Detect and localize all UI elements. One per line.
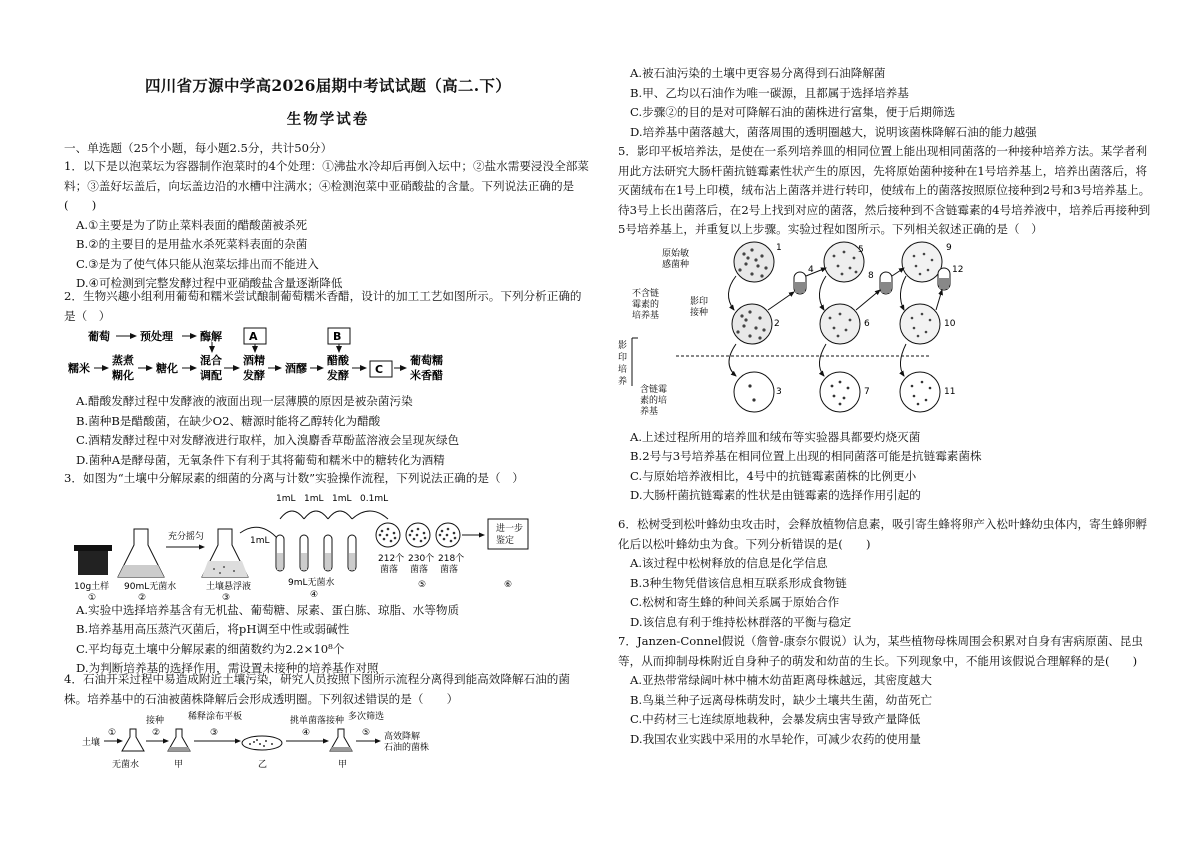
label-colony-3: 菌落 <box>440 564 459 575</box>
step-4: ④ <box>302 728 311 738</box>
oil-degrading-flow-diagram <box>64 709 592 771</box>
question-5 <box>618 142 1154 506</box>
label-nostrep3: 培养基 <box>632 310 660 321</box>
label-shake: 充分摇匀 <box>168 531 205 542</box>
option-b: B.培养基用高压蒸汽灭菌后，将pH调至中性或弱碱性 <box>76 622 350 636</box>
soil-bacteria-flow-diagram <box>64 489 592 601</box>
label-colony-2: 菌落 <box>410 564 429 575</box>
label-next1: 进一步 <box>496 523 524 534</box>
count-212: 212个 <box>378 553 405 564</box>
label-1ml-d: 1mL <box>332 493 352 504</box>
option-d: D.我国农业实践中采用的水旱轮作，可减少农药的使用量 <box>630 731 921 746</box>
label-result1: 高效降解 <box>384 732 421 742</box>
tube-4: 4 <box>808 264 814 275</box>
option-d: D.菌种A是酵母菌，无氧条件下有利于其将葡萄和糯米中的糖转化为酒精 <box>76 452 445 467</box>
option-c: C.③是为了使气体只能从泡菜坛排出而不能进入 <box>76 256 319 271</box>
option-a: A.①主要是为了防止菜料表面的醋酸菌被杀死 <box>76 217 308 232</box>
box-b: B <box>333 330 342 343</box>
page-subtitle: 生物学试卷 <box>286 111 370 128</box>
option-b: B.菌种B是醋酸菌，在缺少O2、糖源时能将乙醇转化为醋酸 <box>76 413 381 428</box>
vinegar-process-diagram <box>64 326 592 392</box>
label-enzyme: 酶解 <box>200 330 222 343</box>
option-d: D.为判断培养基的选择作用，需设置未接种的培养基作对照 <box>76 661 379 675</box>
section-heading: 一、单选题（25个小题，每小题2.5分，共计50分） <box>64 141 333 155</box>
option-c: C.平均每克土壤中分解尿素的细菌数约为2.2×10⁸个 <box>76 641 345 656</box>
step-6: ⑥ <box>504 579 513 590</box>
label-suspension: 土壤悬浮液 <box>206 581 252 592</box>
side-2: 印 <box>618 352 628 363</box>
replica-plating-diagram <box>618 240 1154 428</box>
label-pretreat: 预处理 <box>140 330 173 343</box>
question-2 <box>64 287 592 470</box>
label-alc1: 酒精 <box>243 354 265 367</box>
count-230: 230个 <box>408 553 435 564</box>
question-7 <box>618 632 1154 749</box>
option-a: A.该过程中松树释放的信息是化学信息 <box>630 556 828 570</box>
label-rice: 糯米 <box>68 362 90 375</box>
label-spread: 稀释涂布平板 <box>188 712 243 722</box>
question-3 <box>64 469 592 679</box>
option-d: D.培养基中菌落越大，菌落周围的透明圈越大，说明该菌株降解石油的能力越强 <box>630 124 1037 139</box>
option-a: A.亚热带常绿阔叶林中楠木幼苗距离母株越远，其密度越大 <box>630 673 932 687</box>
option-c: C.松树和寄生蜂的种间关系属于原始合作 <box>630 595 840 609</box>
plate-3: 3 <box>776 386 782 397</box>
question-stem: 6．松树受到松叶蜂幼虫攻击时，会释放植物信息素，吸引寄生蜂将卵产入松叶蜂幼虫体内，寄生蜂卵孵化后以松叶蜂幼虫为食。下列分析错误的是( ) <box>618 517 1148 551</box>
label-nostrep2: 霉素的 <box>632 299 660 310</box>
label-strep1: 含链霉 <box>640 384 668 395</box>
option-b: B.甲、乙均以石油作为唯一碳源，且都属于选择培养基 <box>630 85 909 100</box>
plate-11: 11 <box>944 386 956 397</box>
question-4 <box>64 670 592 771</box>
label-soil: 10g土样 <box>74 581 110 592</box>
step-2: ② <box>152 728 161 738</box>
step-3: ③ <box>222 592 231 601</box>
plate-5: 5 <box>858 244 864 255</box>
label-strep3: 养基 <box>640 406 659 417</box>
page-title: 四川省万源中学高2026届期中考试试题（高二.下） <box>144 76 512 95</box>
question-1 <box>64 157 592 294</box>
side-3: 培 <box>618 364 628 375</box>
step-2: ② <box>138 592 147 601</box>
label-water: 无菌水 <box>112 760 140 770</box>
option-a: A.上述过程所用的培养皿和绒布等实验器具都要灼烧灭菌 <box>630 429 921 444</box>
tube-12: 12 <box>952 264 964 275</box>
label-grape: 葡萄 <box>88 330 110 343</box>
option-b: B.2号与3号培养基在相同位置上出现的相同菌落可能是抗链霉素菌株 <box>630 449 982 463</box>
label-imprint1: 影印 <box>690 296 709 307</box>
plate-9: 9 <box>946 242 952 253</box>
option-b: B.鸟巢兰种子远离母株萌发时，缺少土壤共生菌，幼苗死亡 <box>630 692 933 707</box>
label-1ml-b: 1mL <box>276 493 296 504</box>
label-yi: 乙 <box>258 760 268 770</box>
label-1ml-a: 1mL <box>250 535 270 546</box>
option-b: B.②的主要目的是用盐水杀死菜料表面的杂菌 <box>76 237 308 251</box>
plate-10: 10 <box>944 318 956 329</box>
label-saccharify: 糖化 <box>156 362 178 375</box>
option-d: D.④可检测到完整发酵过程中亚硝酸盐含量逐渐降低 <box>76 276 343 290</box>
label-strep2: 素的培 <box>640 395 668 406</box>
option-c: C.步骤②的目的是对可降解石油的菌株进行富集，便于后期筛选 <box>630 105 956 119</box>
label-steam1: 蒸煮 <box>112 354 134 367</box>
label-vin1: 醋酸 <box>327 354 349 367</box>
label-inoc: 接种 <box>146 716 165 726</box>
label-next2: 鉴定 <box>496 535 515 546</box>
plate-2: 2 <box>774 318 780 329</box>
box-a: A <box>249 330 258 343</box>
option-a: A.被石油污染的土壤中更容易分离得到石油降解菌 <box>630 66 886 80</box>
step-3: ③ <box>210 728 219 738</box>
question-6 <box>618 515 1154 632</box>
option-d: D.该信息有利于维持松林群落的平衡与稳定 <box>630 614 852 629</box>
label-mash: 酒醪 <box>285 362 307 375</box>
question-stem: 2．生物兴趣小组利用葡萄和糯米尝试酿制葡萄糯米香醋，设计的加工工艺如图所示。下列分析正确的是（ ） <box>64 289 582 323</box>
label-orig2: 感菌种 <box>662 259 690 270</box>
label-water90: 90mL无菌水 <box>124 581 177 592</box>
option-a: A.实验中选择培养基含有无机盐、葡萄糖、尿素、蛋白胨、琼脂、水等物质 <box>76 602 460 617</box>
question-4-options <box>618 64 1154 142</box>
plate-6: 6 <box>864 318 870 329</box>
step-4: ④ <box>310 589 319 600</box>
count-218: 218个 <box>438 553 465 564</box>
side-1: 影 <box>618 340 628 351</box>
plate-7: 7 <box>864 386 870 397</box>
step-1: ① <box>88 592 97 601</box>
label-water9: 9mL无菌水 <box>288 577 335 588</box>
plate-1: 1 <box>776 242 782 253</box>
label-1ml-c: 1mL <box>304 493 324 504</box>
label-result2: 石油的菌株 <box>384 743 430 753</box>
option-c: C.与原始培养液相比，4号中的抗链霉素菌株的比例更小 <box>630 468 917 483</box>
label-soil: 土壤 <box>82 738 101 748</box>
question-stem: 4．石油开采过程中易造成附近土壤污染，研究人员按照下图所示流程分离得到能高效降解石油的菌株。培养基中的石油被菌株降解后会形成透明圈。下列叙述错误的是（ ） <box>64 672 570 706</box>
label-mix2: 调配 <box>200 369 222 382</box>
label-prod1: 葡萄糯 <box>410 354 443 367</box>
label-imprint2: 接种 <box>690 307 709 318</box>
question-stem: 3．如图为“土壤中分解尿素的细菌的分离与计数”实验操作流程，下列说法正确的是（ ） <box>64 471 524 485</box>
option-d: D.大肠杆菌抗链霉素的性状是由链霉素的选择作用引起的 <box>630 488 921 502</box>
label-01ml: 0.1mL <box>360 493 389 504</box>
label-orig1: 原始敏 <box>662 248 690 259</box>
option-a: A.醋酸发酵过程中发酵液的液面出现一层薄膜的原因是被杂菌污染 <box>76 394 413 408</box>
question-stem: 7．Janzen-Connel假说（詹曾-康奈尔假说）认为，某些植物母株周围会积累对自身有害病原菌、昆虫等，从而抑制母株附近自身种子的萌发和幼苗的生长。下列现象中，不能用该假说合理解释的是( ) <box>618 634 1143 668</box>
question-stem: 1．以下是以泡菜坛为容器制作泡菜时的4个处理：①沸盐水冷却后再倒入坛中；②盐水需要浸没全部菜料；③盖好坛盖后，向坛盖边沿的水槽中注满水；④检测泡菜中亚硝酸盐的含量。下列说法正确的是( ) <box>64 159 589 212</box>
tube-8: 8 <box>868 270 874 281</box>
label-pick: 挑单菌落接种 <box>290 716 345 726</box>
label-steam2: 糊化 <box>112 369 134 382</box>
box-c: C <box>375 363 384 376</box>
step-5: ⑤ <box>418 579 427 590</box>
label-mix1: 混合 <box>200 354 222 367</box>
step-5: ⑤ <box>362 728 371 738</box>
label-colony-1: 菌落 <box>380 564 399 575</box>
option-b: B.3种生物凭借该信息相互联系形成食物链 <box>630 575 847 590</box>
label-prod2: 米香醋 <box>410 369 443 382</box>
option-c: C.中药材三七连续原地栽种，会暴发病虫害导致产量降低 <box>630 712 921 726</box>
label-vin2: 发酵 <box>327 369 349 382</box>
label-nostrep1: 不含链 <box>632 288 660 299</box>
question-stem: 5．影印平板培养法，是使在一系列培养皿的相同位置上能出现相同菌落的一种接种培养方法。某学者利用此方法研究大肠杆菌抗链霉素性状产生的原因，先将原始菌种接种在1号培养基上，培养出菌落后，将灭菌绒布在1号上印模，绒布沾上菌落并进行转印，使绒布上的菌落按照原位接种到2号和3号培养基上。待3号上长出菌落后，在2号上找到对应的菌落，然后接种到不含链霉素的4号培养液中，培养后再接种到5号培养基上，并重复以上步骤。实验过程如图所示。下列相关叙述正确的是（ ） <box>618 144 1151 236</box>
label-jia: 甲 <box>174 760 184 770</box>
label-jia2: 甲 <box>338 760 348 770</box>
option-c: C.酒精发酵过程中对发酵液进行取样，加入溴麝香草酚蓝溶液会呈现灰绿色 <box>76 433 460 447</box>
side-4: 养 <box>618 376 628 387</box>
label-alc2: 发酵 <box>243 369 265 382</box>
step-1: ① <box>108 728 117 738</box>
label-screen: 多次筛选 <box>348 712 385 722</box>
